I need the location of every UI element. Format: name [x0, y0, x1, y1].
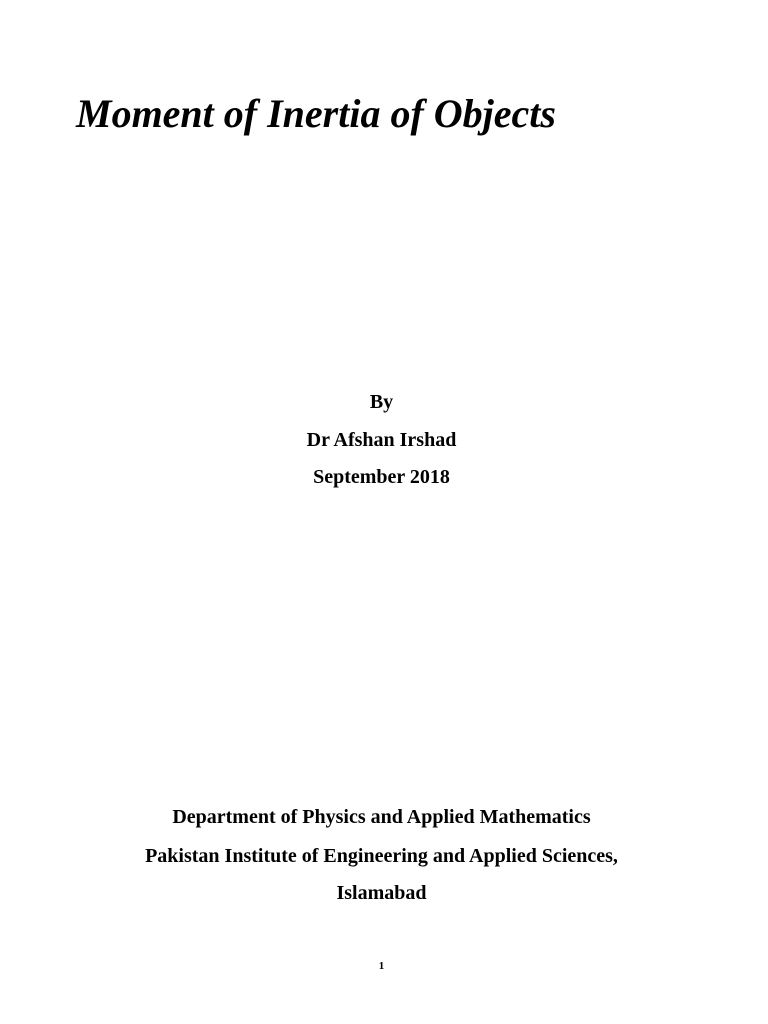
publication-date: September 2018	[313, 466, 450, 488]
department-name: Department of Physics and Applied Mathematics	[172, 806, 591, 828]
document-title: Moment of Inertia of Objects	[76, 91, 556, 136]
author-name: Dr Afshan Irshad	[306, 429, 457, 451]
page-number: 1	[378, 960, 385, 972]
institute-name: Pakistan Institute of Engineering and Applied Sciences,	[145, 845, 618, 867]
byline-by: By	[369, 391, 394, 413]
institute-city: Islamabad	[336, 882, 427, 904]
